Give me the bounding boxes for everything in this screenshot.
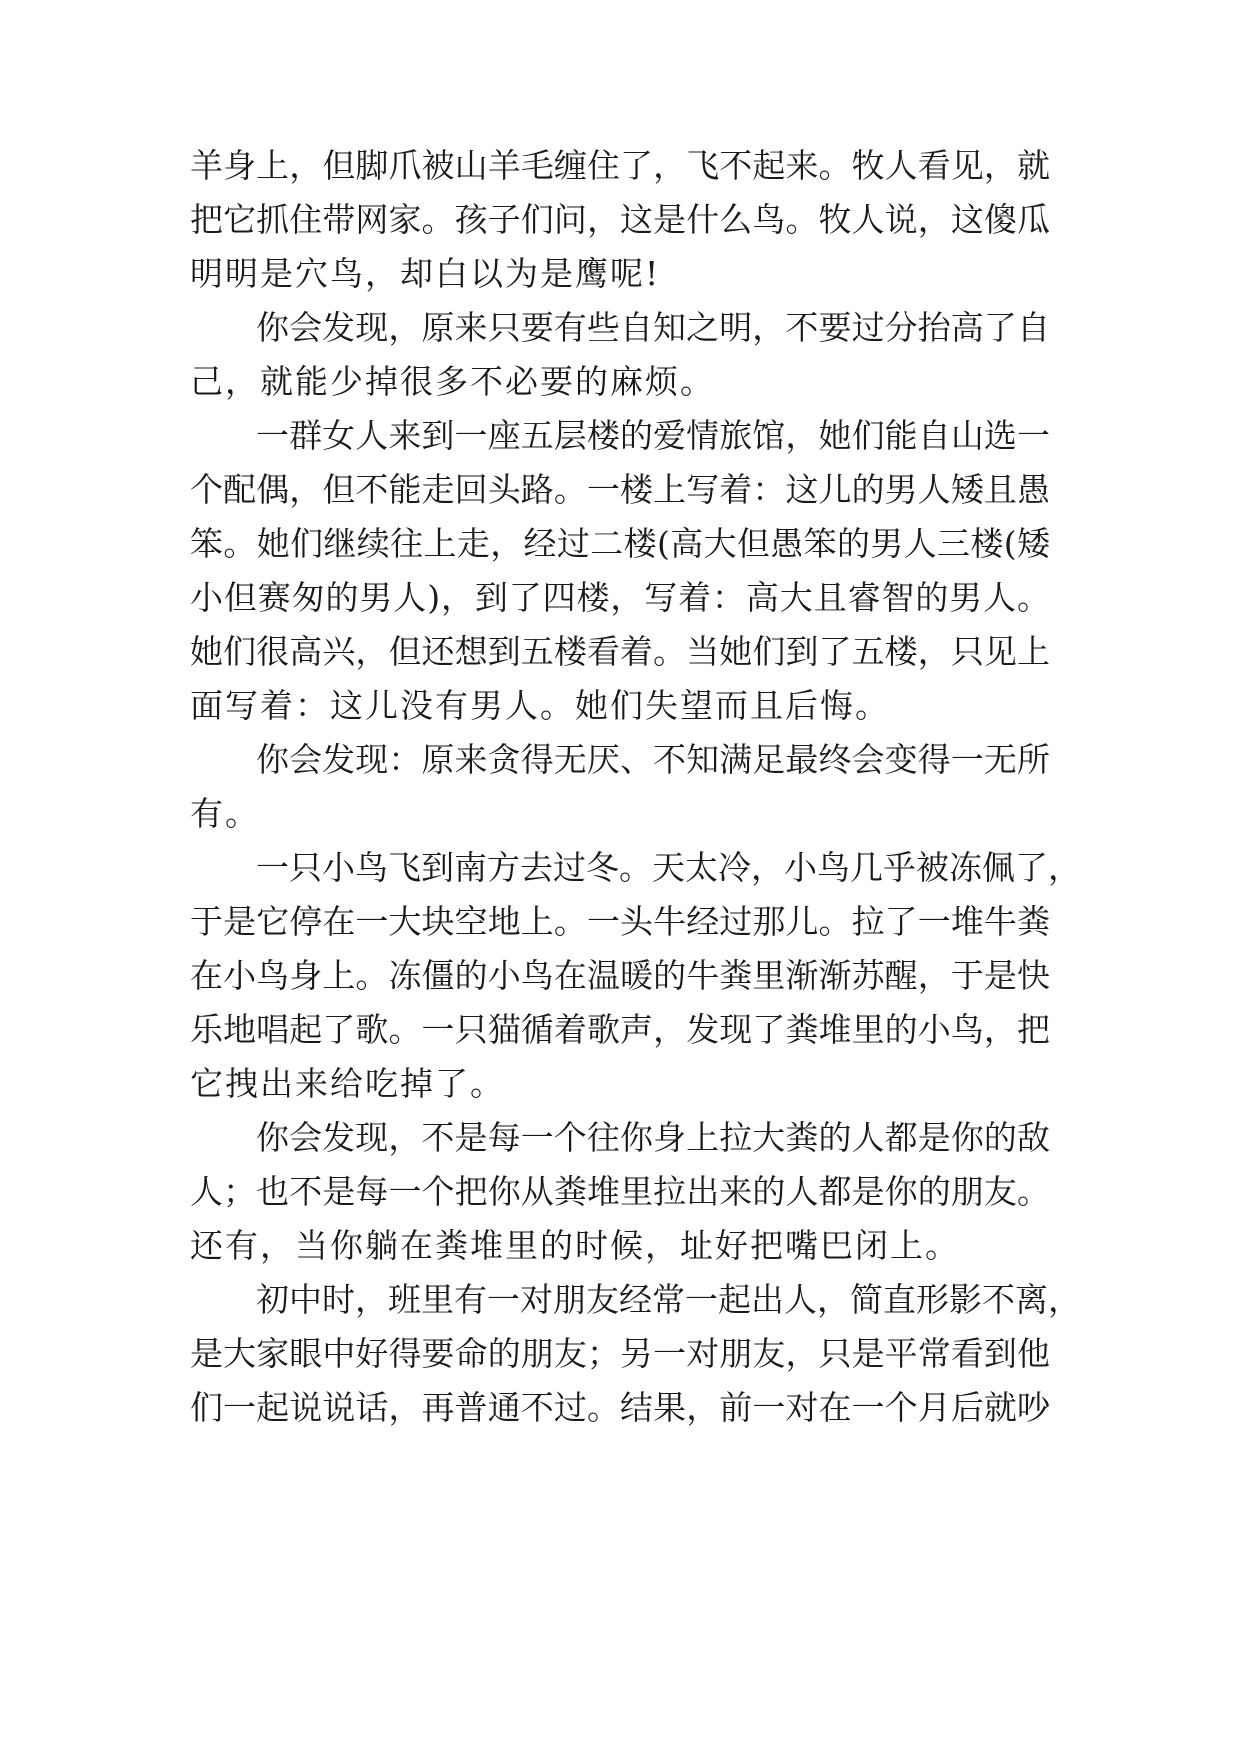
text-line: 你会发现，不是每一个往你身上拉大粪的人都是你的敌 bbox=[256, 1118, 1050, 1157]
text-line: 它拽出来给吃掉了。 bbox=[190, 1064, 505, 1103]
text-line: 羊身上，但脚爪被山羊毛缠住了，飞不起来。牧人看见，就 bbox=[190, 146, 1050, 185]
text-line: 一群女人来到一座五层楼的爱情旅馆，她们能自山选一 bbox=[256, 416, 1050, 455]
text-line: 把它抓住带网家。孩子们问，这是什么鸟。牧人说，这傻瓜 bbox=[190, 200, 1050, 239]
text-line: 你会发现：原来贪得无厌、不知满足最终会变得一无所 bbox=[256, 740, 1050, 779]
text-line: 人；也不是每一个把你从粪堆里拉出来的人都是你的朋友。 bbox=[190, 1172, 1050, 1211]
text-line: 于是它停在一大块空地上。一头牛经过那儿。拉了一堆牛粪 bbox=[190, 902, 1050, 941]
text-line: 一只小鸟飞到南方去过冬。天太冷，小鸟几乎被冻佩了， bbox=[256, 848, 1081, 887]
text-line: 个配偶，但不能走回头路。一楼上写着：这儿的男人矮且愚 bbox=[190, 470, 1050, 509]
text-line: 明明是穴鸟，却白以为是鹰呢! bbox=[190, 254, 661, 293]
text-line: 初中时，班里有一对朋友经常一起出人，简直形影不离， bbox=[256, 1280, 1081, 1319]
text-line: 笨。她们继续往上走，经过二楼(高大但愚笨的男人三楼(矮 bbox=[190, 524, 1050, 563]
text-line: 己，就能少掉很多不必要的麻烦。 bbox=[190, 362, 715, 401]
text-line: 还有，当你躺在粪堆里的时候，址好把嘴巴闭上。 bbox=[190, 1226, 960, 1265]
text-line: 们一起说说话，再普通不过。结果，前一对在一个月后就吵 bbox=[190, 1388, 1050, 1427]
text-line: 乐地唱起了歌。一只猫循着歌声，发现了粪堆里的小鸟，把 bbox=[190, 1010, 1050, 1049]
text-line: 小但赛匆的男人)，到了四楼，写着：高大且睿智的男人。 bbox=[190, 578, 1050, 617]
text-line: 有。 bbox=[190, 794, 260, 833]
text-line: 是大家眼中好得要命的朋友；另一对朋友，只是平常看到他 bbox=[190, 1334, 1050, 1373]
text-line: 在小鸟身上。冻僵的小鸟在温暖的牛粪里渐渐苏醒，于是快 bbox=[190, 956, 1050, 995]
text-line: 你会发现，原来只要有些自知之明，不要过分抬高了自 bbox=[256, 308, 1050, 347]
text-line: 面写着：这儿没有男人。她们失望而且后悔。 bbox=[190, 686, 890, 725]
text-line: 她们很高兴，但还想到五楼看着。当她们到了五楼，只见上 bbox=[190, 632, 1050, 671]
